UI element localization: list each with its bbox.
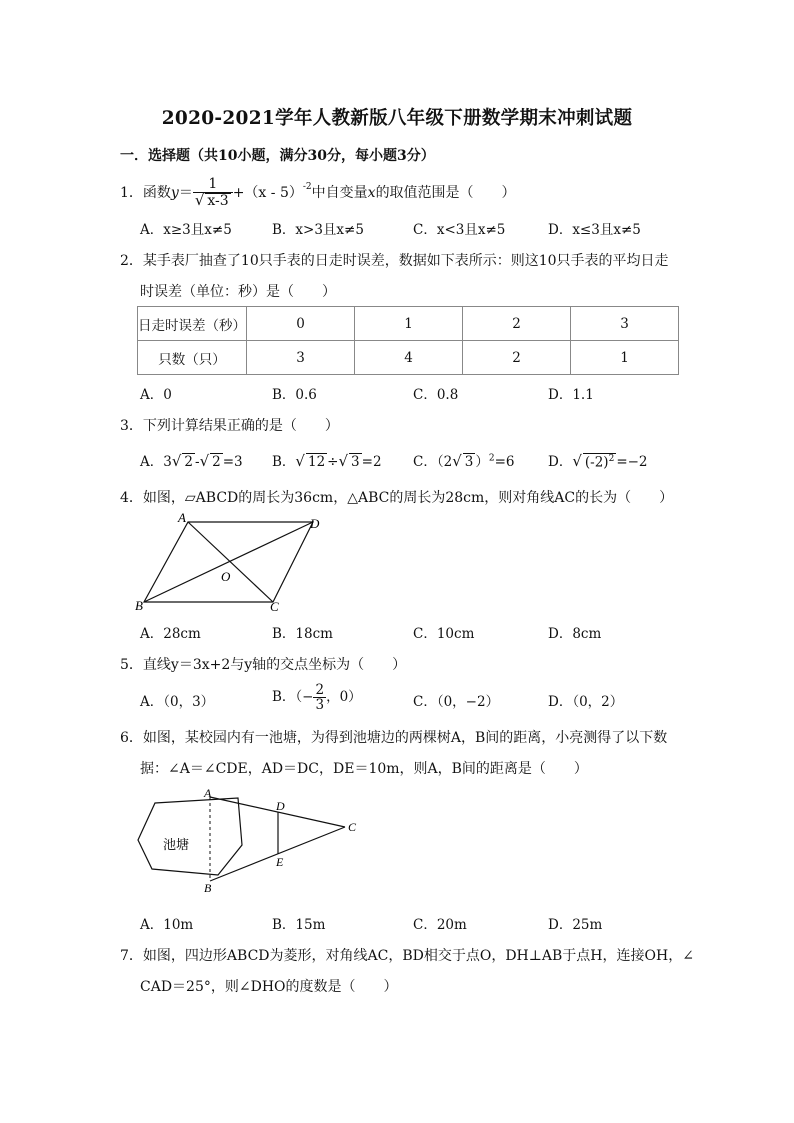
table-cell: 只数（只） bbox=[138, 341, 247, 375]
q1-post: 中自变量 bbox=[311, 185, 368, 201]
sqrt-icon: √ bbox=[572, 452, 582, 470]
label-d: D bbox=[310, 516, 320, 531]
q1-option-d[interactable]: D．x≤3且x≠5 bbox=[548, 222, 641, 238]
q1-pre: 函数 bbox=[142, 185, 171, 201]
q2-data-table bbox=[137, 306, 679, 375]
exponent: 2 bbox=[488, 453, 495, 464]
option-label: D． bbox=[548, 454, 573, 470]
q3-option-a[interactable] bbox=[140, 450, 243, 470]
paren-close: ） bbox=[475, 454, 489, 470]
q5-option-a[interactable]: A．（0，3） bbox=[140, 694, 215, 710]
table-cell: 3 bbox=[571, 307, 679, 341]
operator: - bbox=[195, 454, 200, 470]
section-heading: 一．选择题（共10小题，满分30分，每小题3分） bbox=[120, 148, 435, 164]
label-a: A bbox=[204, 786, 212, 800]
sqrt-icon: √ bbox=[199, 452, 210, 470]
table-cell: 2 bbox=[463, 341, 571, 375]
q4-option-c[interactable]: C．10cm bbox=[413, 626, 475, 642]
option-b-post: ，0） bbox=[326, 689, 362, 705]
radicand: 3 bbox=[464, 454, 474, 470]
table-cell: 1 bbox=[355, 307, 463, 341]
option-label: B． bbox=[272, 454, 296, 470]
table-cell: 4 bbox=[355, 341, 463, 375]
q6-option-d[interactable]: D．25m bbox=[548, 917, 603, 933]
q1-mid: +（x - 5） bbox=[232, 185, 303, 201]
table-row bbox=[138, 307, 679, 341]
question-1 bbox=[120, 172, 516, 209]
q2-option-a[interactable]: A．0 bbox=[140, 387, 172, 403]
sqrt-icon: √ bbox=[452, 452, 462, 470]
table-cell: 3 bbox=[247, 341, 355, 375]
q6-stem-line1: 6．如图，某校园内有一池塘，为得到池塘边的两棵树A，B间的距离，小亮测得了以下数 bbox=[120, 730, 668, 746]
parallelogram-figure bbox=[130, 510, 330, 615]
q5-option-b[interactable] bbox=[272, 682, 362, 712]
table-row bbox=[138, 341, 679, 375]
q1-fraction bbox=[193, 177, 233, 208]
q1-eq: ＝ bbox=[178, 185, 193, 201]
sqrt-icon: √ bbox=[295, 452, 305, 470]
q4-stem: 4．如图，▱ABCD的周长为36cm，△ABC的周长为28cm，则对角线AC的长为（ ） bbox=[120, 490, 674, 506]
q1-y: y bbox=[170, 185, 179, 201]
q1-option-c[interactable]: C．x<3且x≠5 bbox=[413, 222, 506, 238]
q1-frac-den: x-3 bbox=[207, 192, 229, 209]
sqrt-icon: √ bbox=[194, 190, 205, 209]
q1-exp: -2 bbox=[302, 182, 312, 192]
label-o: O bbox=[221, 569, 231, 584]
q7-stem-line2: CAD＝25°，则∠DHO的度数是（ ） bbox=[140, 979, 398, 995]
q5-option-c[interactable]: C．（0，−2） bbox=[413, 694, 500, 710]
label-a: A bbox=[178, 510, 186, 525]
coef: 3 bbox=[163, 454, 172, 470]
q6-option-a[interactable]: A．10m bbox=[140, 917, 194, 933]
label-e: E bbox=[276, 855, 284, 869]
q4-option-a[interactable]: A．28cm bbox=[140, 626, 201, 642]
frac-num: 2 bbox=[315, 681, 325, 698]
q4-option-b[interactable]: B．18cm bbox=[272, 626, 333, 642]
result: =6 bbox=[494, 454, 515, 470]
option-b-fraction bbox=[313, 683, 326, 712]
radicand: 3 bbox=[351, 454, 360, 470]
frac-den: 3 bbox=[315, 697, 325, 713]
label-b: B bbox=[204, 881, 212, 895]
q3-stem: 3．下列计算结果正确的是（ ） bbox=[120, 418, 339, 434]
q5-stem: 5．直线y＝3x+2与y轴的交点坐标为（ ） bbox=[120, 657, 407, 673]
pond-figure bbox=[130, 783, 365, 898]
result: =3 bbox=[222, 454, 243, 470]
label-d: D bbox=[276, 799, 285, 813]
q3-option-c[interactable] bbox=[413, 450, 514, 470]
radicand: 2 bbox=[212, 454, 221, 470]
option-b-pre: B．（− bbox=[272, 689, 314, 705]
pond-label: 池塘 bbox=[163, 838, 190, 853]
radicand: 12 bbox=[307, 454, 326, 470]
q2-option-c[interactable]: C．0.8 bbox=[413, 387, 459, 403]
result: =−2 bbox=[616, 454, 648, 470]
page-title: 2020-2021学年人教新版八年级下册数学期末冲刺试题 bbox=[161, 108, 633, 129]
q2-option-b[interactable]: B．0.6 bbox=[272, 387, 317, 403]
q4-option-d[interactable]: D．8cm bbox=[548, 626, 602, 642]
q1-number: 1． bbox=[120, 185, 143, 201]
operator: ÷ bbox=[327, 454, 339, 470]
radicand bbox=[583, 453, 616, 471]
q6-option-b[interactable]: B．15m bbox=[272, 917, 326, 933]
label-c: C bbox=[270, 599, 279, 614]
q2-stem-line2: 时误差（单位：秒）是（ ） bbox=[140, 284, 336, 300]
q1-option-a[interactable]: A．x≥3且x≠5 bbox=[140, 222, 232, 238]
option-label: C． bbox=[413, 454, 437, 470]
q7-stem-line1: 7．如图，四边形ABCD为菱形，对角线AC，BD相交于点O，DH⊥AB于点H，连接OH，∠ bbox=[120, 948, 694, 964]
q2-option-d[interactable]: D．1.1 bbox=[548, 387, 594, 403]
q3-option-b[interactable] bbox=[272, 450, 382, 470]
q3-option-d[interactable] bbox=[548, 450, 648, 470]
exponent: 2 bbox=[608, 453, 615, 464]
q6-option-c[interactable]: C．20m bbox=[413, 917, 467, 933]
radicand: 2 bbox=[184, 454, 193, 470]
q6-stem-line2: 据：∠A＝∠CDE，AD＝DC，DE＝10m，则A，B间的距离是（ ） bbox=[140, 761, 588, 777]
paren-open: （2 bbox=[436, 454, 453, 470]
result: =2 bbox=[361, 454, 382, 470]
label-b: B bbox=[135, 598, 143, 613]
q1-tail: 的取值范围是（ ） bbox=[375, 185, 516, 201]
table-cell: 2 bbox=[463, 307, 571, 341]
option-label: A． bbox=[140, 454, 164, 470]
q1-option-b[interactable]: B．x>3且x≠5 bbox=[272, 222, 364, 238]
sqrt-icon: √ bbox=[171, 452, 182, 470]
table-cell: 0 bbox=[247, 307, 355, 341]
table-cell: 日走时误差（秒） bbox=[138, 307, 247, 341]
radicand-base: (-2) bbox=[584, 454, 609, 470]
sqrt-icon: √ bbox=[338, 452, 349, 470]
q5-option-d[interactable]: D．（0，2） bbox=[548, 694, 624, 710]
q1-x: x bbox=[367, 185, 376, 201]
q2-stem-line1: 2．某手表厂抽查了10只手表的日走时误差，数据如下表所示：则这10只手表的平均日走 bbox=[120, 253, 669, 269]
q1-frac-num: 1 bbox=[193, 177, 233, 193]
table-cell: 1 bbox=[571, 341, 679, 375]
label-c: C bbox=[348, 820, 357, 834]
